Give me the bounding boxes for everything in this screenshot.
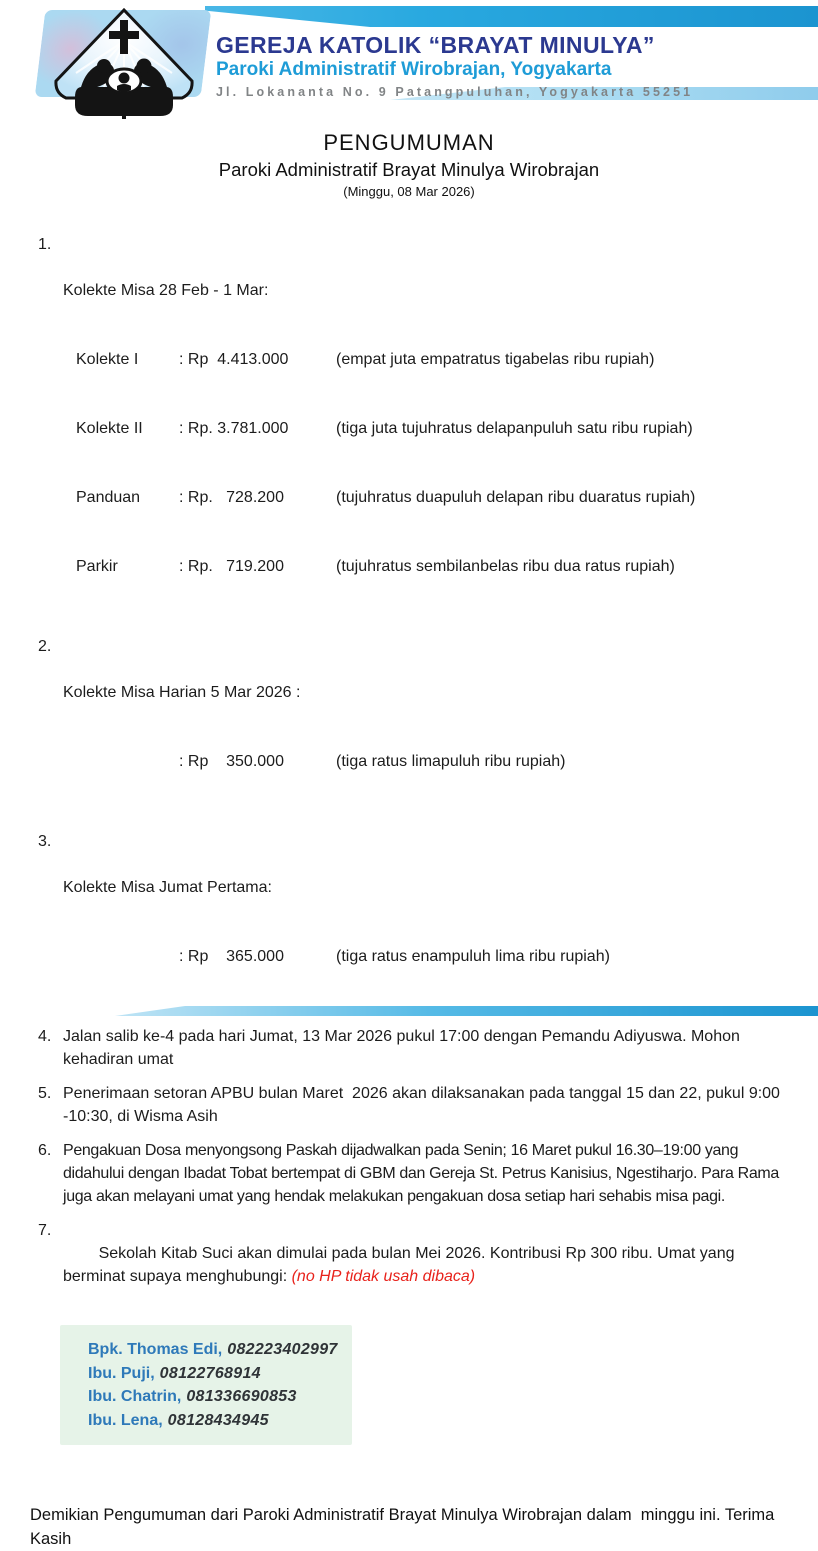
letterhead-footer-band <box>115 1006 818 1016</box>
item-number: 4. <box>38 1028 52 1045</box>
item-number: 7. <box>38 1222 52 1239</box>
holy-family-cross-logo-icon <box>42 7 205 119</box>
contact-entry <box>88 1338 342 1362</box>
item-number: 5. <box>38 1085 52 1102</box>
contact-name: Bpk. Thomas Edi, <box>88 1341 223 1358</box>
kolekte-label: Kolekte II <box>76 420 143 437</box>
church-name: GEREJA KATOLIK “BRAYAT MINULYA” <box>216 32 655 58</box>
kolekte-amount: : Rp 350.000 <box>179 753 284 770</box>
contact-name: Ibu. Puji, <box>88 1364 155 1382</box>
item-text: Kolekte Misa 28 Feb - 1 Mar: <box>63 282 269 299</box>
kolekte-note: (tujuhratus duapuluh delapan ribu duaratus rupiah) <box>336 489 696 506</box>
list-item-4 <box>38 1025 794 1071</box>
contact-name: Ibu. Chatrin, <box>88 1388 182 1405</box>
contact-phone: 08128434945 <box>167 1411 269 1429</box>
contact-phone: 081336690853 <box>186 1388 297 1405</box>
address-line: Jl. Lokananta No. 9 Patangpuluhan, Yogyakarta 55251 <box>216 85 694 100</box>
contact-phone: 082223402997 <box>227 1341 338 1358</box>
closing-text: Demikian Pengumuman dari Paroki Administratif Brayat Minulya Wirobrajan dalam minggu ini. Terima Kasih <box>30 1506 779 1548</box>
red-warning-note: (no HP tidak usah dibaca) <box>291 1268 476 1285</box>
item-text: Penerimaan setoran APBU bulan Maret 2026 akan dilaksanakan pada tanggal 15 dan 22, pukul 9:00 -10:30, di Wisma Asih <box>63 1085 785 1125</box>
kolekte-row <box>76 555 794 578</box>
letterhead-text <box>216 33 693 99</box>
kolekte-amount: : Rp. 728.200 <box>179 489 284 506</box>
kolekte-row <box>76 417 794 440</box>
contact-box <box>60 1325 352 1445</box>
item-number: 6. <box>38 1142 52 1159</box>
list-item-3 <box>38 830 794 1014</box>
kolekte-label <box>76 945 179 968</box>
item-text: Kolekte Misa Jumat Pertama: <box>63 879 272 896</box>
contact-phone: 08122768914 <box>159 1364 261 1382</box>
kolekte-row <box>76 945 794 968</box>
kolekte-row <box>76 486 794 509</box>
kolekte-row <box>76 750 794 773</box>
item-number: 2. <box>38 638 52 655</box>
page-subtitle: Paroki Administratif Brayat Minulya Wirobrajan <box>218 159 600 180</box>
item-text: Pengakuan Dosa menyongsong Paskah dijadwalkan pada Senin; 16 Maret pukul 16.30–19:00 yang didahului dengan Ibadat Tobat bertempat di GBM dan Gereja St. Petrus Kanisius, Ngestiharjo. Para Rama juga akan melayani umat yang hendak melakukan pengakuan dosa setiap hari sehabis misa pagi. <box>63 1142 784 1205</box>
list-item-7 <box>38 1219 794 1311</box>
contact-entry <box>88 1409 342 1433</box>
kolekte-amount: : Rp. 719.200 <box>179 558 284 575</box>
list-item-1 <box>38 233 794 624</box>
kolekte-label: Kolekte I <box>76 351 139 368</box>
item-text: Kolekte Misa Harian 5 Mar 2026 : <box>63 684 301 701</box>
letterhead-top-band <box>205 6 818 27</box>
contact-name: Ibu. Lena, <box>88 1411 163 1429</box>
kolekte-amount: : Rp 4.413.000 <box>179 351 289 368</box>
page-title: PENGUMUMAN <box>323 130 495 155</box>
item-number: 1. <box>38 236 52 253</box>
kolekte-amount: : Rp 365.000 <box>179 948 284 965</box>
letterhead <box>0 0 818 122</box>
kolekte-row <box>76 348 794 371</box>
item-number: 3. <box>38 833 52 850</box>
kolekte-label <box>76 750 179 773</box>
list-item-6 <box>38 1139 794 1208</box>
title-block <box>0 130 818 199</box>
date-line: (Minggu, 08 Mar 2026) <box>343 184 475 199</box>
list-item-2 <box>38 635 794 819</box>
kolekte-note: (tujuhratus sembilanbelas ribu dua ratus rupiah) <box>336 558 675 575</box>
kolekte-label: Parkir <box>76 558 118 575</box>
list-item-5 <box>38 1082 794 1128</box>
parish-line: Paroki Administratif Wirobrajan, Yogyakarta <box>216 59 612 81</box>
kolekte-note: (tiga ratus limapuluh ribu rupiah) <box>336 753 566 770</box>
item-text: Sekolah Kitab Suci akan dimulai pada bulan Mei 2026. Kontribusi Rp 300 ribu. Umat yang berminat supaya menghubungi: <box>63 1245 739 1285</box>
kolekte-label: Panduan <box>76 489 141 506</box>
contact-entry <box>88 1362 342 1386</box>
announcement-list <box>38 233 794 1311</box>
contact-entry <box>88 1385 342 1409</box>
kolekte-amount: : Rp. 3.781.000 <box>179 420 289 437</box>
kolekte-note: (empat juta empatratus tigabelas ribu rupiah) <box>336 351 655 368</box>
kolekte-note: (tiga ratus enampuluh lima ribu rupiah) <box>336 948 610 965</box>
kolekte-note: (tiga juta tujuhratus delapanpuluh satu ribu rupiah) <box>336 420 693 437</box>
item-text: Jalan salib ke-4 pada hari Jumat, 13 Mar 2026 pukul 17:00 dengan Pemandu Adiyuswa. Mohon kehadiran umat <box>63 1028 745 1068</box>
